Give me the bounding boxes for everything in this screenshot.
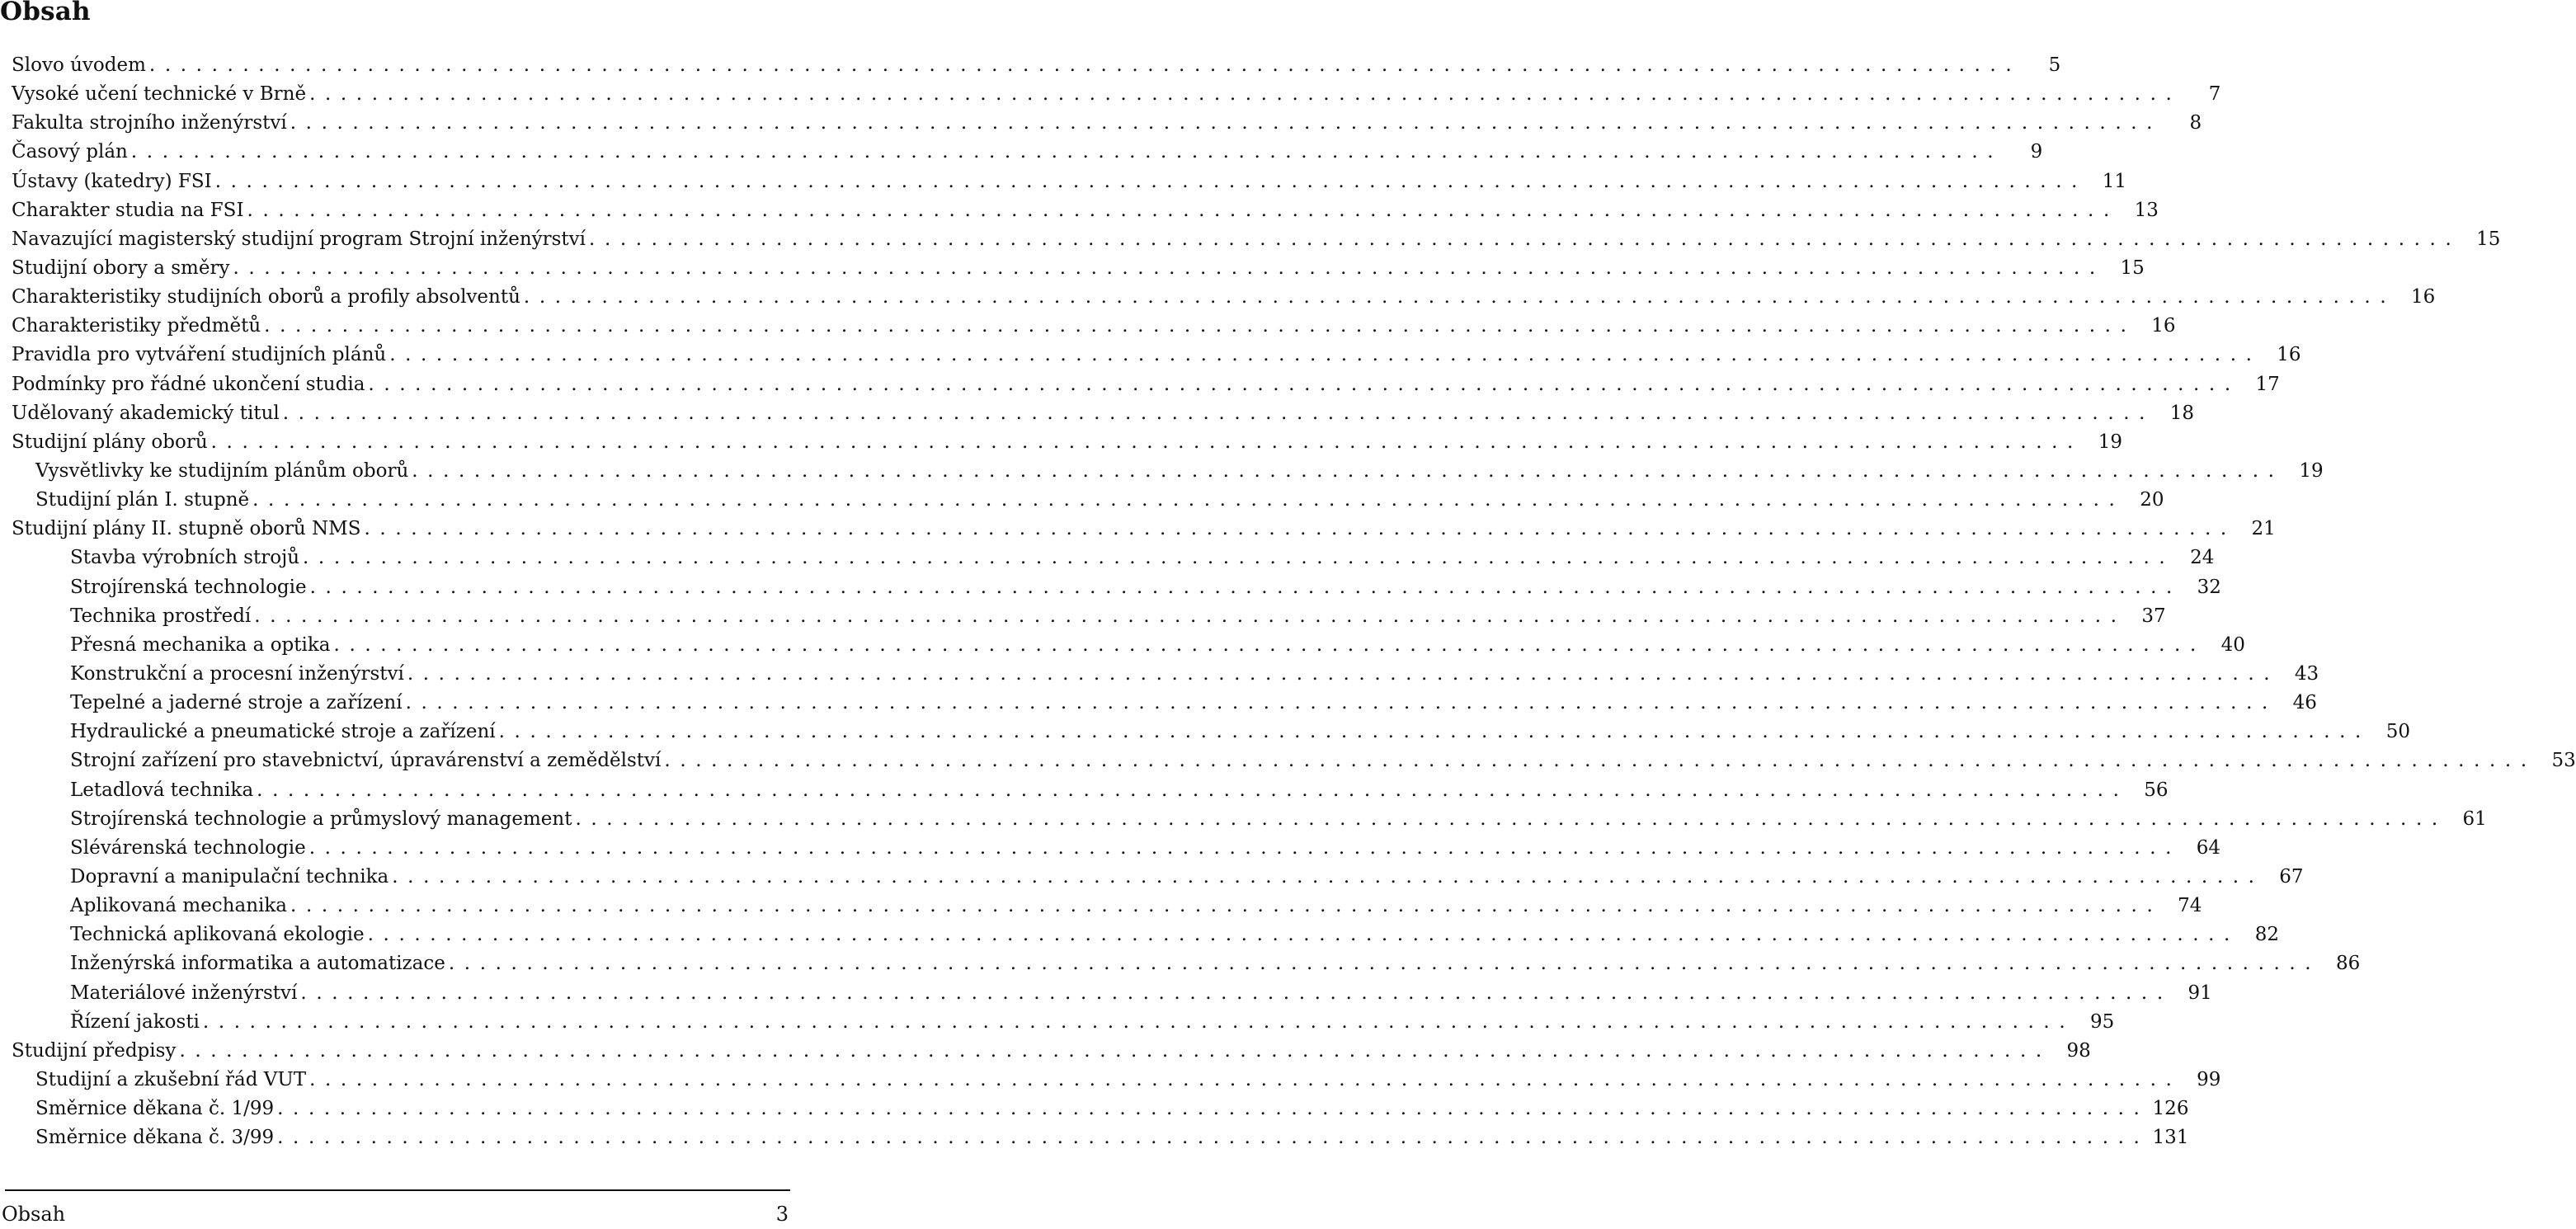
toc-entry-label: Ústavy (katedry) FSI xyxy=(12,170,212,192)
toc-entry-label: Navazující magisterský studijní program Strojní inženýrství xyxy=(12,228,586,250)
toc-dot-leader: ........................................................................................................................ xyxy=(309,576,2182,598)
toc-dot-leader: ........................................................................................................................ xyxy=(202,1010,2075,1033)
toc-dot-leader: ........................................................................................................................ xyxy=(664,750,2536,772)
toc-dot-leader: ........................................................................................................................ xyxy=(148,54,2022,76)
toc-entry-label: Aplikovaná mechanika xyxy=(70,895,288,917)
table-of-contents xyxy=(12,51,2576,1152)
toc-dot-leader: ........................................................................................................................ xyxy=(233,257,2105,279)
toc-entry-page: 5 xyxy=(2048,54,2061,76)
toc-entry[interactable] xyxy=(12,196,2159,225)
toc-entry-page: 86 xyxy=(2335,953,2361,975)
toc-entry[interactable] xyxy=(12,80,2221,109)
toc-entry-label: Vysoké učení technické v Brně xyxy=(12,83,307,106)
toc-dot-leader: ........................................................................................................................ xyxy=(368,373,2240,395)
toc-entry[interactable] xyxy=(12,283,2436,312)
toc-entry-page: 43 xyxy=(2294,662,2319,685)
toc-entry[interactable] xyxy=(12,109,2202,138)
toc-dot-leader: ........................................................................................................................ xyxy=(523,286,2396,308)
toc-dot-leader: ........................................................................................................................ xyxy=(254,605,2126,627)
toc-entry-label: Časový plán xyxy=(12,141,128,163)
toc-entry-page: 99 xyxy=(2197,1068,2221,1090)
toc-entry-label: Materiálové inženýrství xyxy=(70,982,298,1004)
toc-entry-label: Charakteristiky studijních oborů a profily absolventů xyxy=(12,286,520,308)
toc-dot-leader: ........................................................................................................................ xyxy=(412,459,2284,482)
toc-dot-leader: ........................................................................................................................ xyxy=(277,1098,2150,1120)
toc-entry-label: Letadlová technika xyxy=(70,779,254,801)
toc-entry[interactable] xyxy=(12,602,2166,631)
toc-entry[interactable] xyxy=(12,949,2361,978)
toc-entry[interactable] xyxy=(12,225,2501,254)
toc-entry[interactable] xyxy=(12,1037,2091,1066)
toc-entry-label: Studijní plány II. stupně oborů NMS xyxy=(12,518,361,540)
toc-entry-page: 21 xyxy=(2251,518,2276,540)
toc-dot-leader: ........................................................................................................................ xyxy=(252,489,2125,511)
toc-entry[interactable] xyxy=(12,1095,2189,1123)
toc-dot-leader: ........................................................................................................................ xyxy=(392,865,2264,888)
toc-entry[interactable] xyxy=(12,805,2487,834)
toc-dot-leader: ........................................................................................................................ xyxy=(448,953,2321,975)
toc-entry-label: Technika prostředí xyxy=(70,605,252,627)
toc-entry-label: Studijní plány oborů xyxy=(12,431,208,453)
toc-entry-page: 11 xyxy=(2102,170,2127,192)
toc-entry-page: 16 xyxy=(2277,344,2301,366)
toc-entry-page: 15 xyxy=(2476,228,2501,250)
toc-entry[interactable] xyxy=(12,51,2061,80)
toc-dot-leader: ........................................................................................................................ xyxy=(498,721,2371,743)
toc-entry[interactable] xyxy=(12,1008,2115,1037)
toc-entry-label: Inženýrská informatika a automatizace xyxy=(70,953,445,975)
toc-entry-page: 40 xyxy=(2220,633,2245,656)
toc-entry-page: 126 xyxy=(2152,1098,2189,1120)
page-title: Obsah xyxy=(0,0,91,26)
toc-entry-page: 19 xyxy=(2299,459,2324,482)
toc-entry-page: 19 xyxy=(2098,431,2122,453)
toc-entry[interactable] xyxy=(12,138,2043,167)
toc-entry-label: Fakulta strojního inženýrství xyxy=(12,112,287,134)
toc-entry-label: Charakter studia na FSI xyxy=(12,199,244,221)
toc-dot-leader: ........................................................................................................................ xyxy=(407,662,2280,685)
toc-entry[interactable] xyxy=(12,341,2301,370)
toc-entry-page: 24 xyxy=(2190,547,2215,569)
toc-entry-label: Podmínky pro řádné ukončení studia xyxy=(12,373,365,395)
toc-entry[interactable] xyxy=(12,399,2195,428)
toc-dot-leader: ........................................................................................................................ xyxy=(210,431,2083,453)
toc-dot-leader: ........................................................................................................................ xyxy=(264,315,2136,337)
toc-entry[interactable] xyxy=(12,370,2280,399)
toc-dot-leader: ........................................................................................................................ xyxy=(290,895,2163,917)
toc-entry[interactable] xyxy=(12,428,2122,457)
toc-entry-label: Řízení jakosti xyxy=(70,1010,200,1033)
toc-entry-page: 9 xyxy=(2030,141,2043,163)
toc-entry-label: Slovo úvodem xyxy=(12,54,146,76)
toc-entry-label: Dopravní a manipulační technika xyxy=(70,865,389,888)
toc-dot-leader: ........................................................................................................................ xyxy=(214,170,2088,192)
toc-dot-leader: ........................................................................................................................ xyxy=(389,344,2262,366)
toc-entry[interactable] xyxy=(12,573,2221,602)
toc-entry[interactable] xyxy=(12,1066,2221,1095)
toc-entry-page: 15 xyxy=(2120,257,2145,279)
toc-entry-page: 37 xyxy=(2141,605,2166,627)
toc-entry-page: 91 xyxy=(2187,982,2212,1004)
toc-dot-leader: ........................................................................................................................ xyxy=(589,228,2461,250)
toc-entry-label: Strojírenská technologie xyxy=(70,576,307,598)
toc-dot-leader: ........................................................................................................................ xyxy=(303,547,2175,569)
toc-entry[interactable] xyxy=(12,921,2279,949)
toc-entry-label: Studijní a zkušební řád VUT xyxy=(35,1068,307,1090)
toc-entry-page: 74 xyxy=(2178,895,2202,917)
toc-entry-label: Směrnice děkana č. 3/99 xyxy=(35,1127,275,1149)
toc-entry-label: Tepelné a jaderné stroje a zařízení xyxy=(70,692,403,714)
toc-entry[interactable] xyxy=(12,746,2576,775)
toc-entry[interactable] xyxy=(12,486,2164,515)
toc-entry[interactable] xyxy=(12,718,2410,746)
toc-dot-leader: ........................................................................................................................ xyxy=(282,402,2155,424)
toc-entry-page: 131 xyxy=(2152,1127,2189,1149)
toc-entry-label: Udělovaný akademický titul xyxy=(12,402,280,424)
toc-entry-label: Konstrukční a procesní inženýrství xyxy=(70,662,404,685)
toc-entry-label: Studijní plán I. stupně xyxy=(35,489,250,511)
toc-entry-label: Strojírenská technologie a průmyslový management xyxy=(70,808,572,830)
toc-entry-label: Studijní předpisy xyxy=(12,1039,177,1062)
toc-entry-page: 16 xyxy=(2151,315,2176,337)
toc-dot-leader: ........................................................................................................................ xyxy=(290,112,2163,134)
toc-entry[interactable] xyxy=(12,979,2212,1008)
toc-entry-page: 18 xyxy=(2169,402,2195,424)
toc-dot-leader: ........................................................................................................................ xyxy=(308,836,2182,859)
toc-dot-leader: ........................................................................................................................ xyxy=(247,199,2119,221)
toc-dot-leader: ........................................................................................................................ xyxy=(364,518,2236,540)
toc-entry-page: 95 xyxy=(2089,1010,2115,1033)
toc-entry-page: 67 xyxy=(2279,865,2304,888)
toc-dot-leader: ........................................................................................................................ xyxy=(333,633,2206,656)
toc-entry-label: Studijní obory a směry xyxy=(12,257,230,279)
toc-dot-leader: ........................................................................................................................ xyxy=(309,1068,2182,1090)
toc-entry[interactable] xyxy=(12,834,2221,863)
toc-dot-leader: ........................................................................................................................ xyxy=(277,1127,2150,1149)
toc-entry[interactable] xyxy=(12,776,2169,805)
footer-rule xyxy=(5,1189,790,1191)
toc-entry-page: 17 xyxy=(2255,373,2280,395)
toc-entry-label: Slévárenská technologie xyxy=(70,836,306,859)
toc-entry-label: Přesná mechanika a optika xyxy=(70,633,331,656)
toc-entry-label: Strojní zařízení pro stavebnictví, úpravárenství a zemědělství xyxy=(70,750,662,772)
toc-entry-label: Technická aplikovaná ekologie xyxy=(70,924,365,946)
toc-entry-page: 53 xyxy=(2551,750,2576,772)
toc-entry[interactable] xyxy=(12,544,2215,572)
toc-dot-leader: ........................................................................................................................ xyxy=(405,692,2277,714)
toc-entry[interactable] xyxy=(12,689,2317,718)
toc-entry[interactable] xyxy=(12,631,2245,660)
toc-entry[interactable] xyxy=(12,254,2145,283)
toc-entry[interactable] xyxy=(12,457,2324,486)
toc-entry-page: 16 xyxy=(2410,286,2436,308)
toc-entry[interactable] xyxy=(12,515,2276,544)
toc-entry-page: 64 xyxy=(2196,836,2221,859)
toc-entry[interactable] xyxy=(12,312,2176,341)
toc-entry-page: 32 xyxy=(2197,576,2221,598)
toc-entry[interactable] xyxy=(12,892,2202,921)
toc-dot-leader: ........................................................................................................................ xyxy=(300,982,2173,1004)
toc-dot-leader: ........................................................................................................................ xyxy=(575,808,2447,830)
toc-entry-page: 20 xyxy=(2140,489,2164,511)
toc-entry-page: 56 xyxy=(2144,779,2169,801)
toc-entry-label: Stavba výrobních strojů xyxy=(70,547,300,569)
toc-dot-leader: ........................................................................................................................ xyxy=(130,141,2004,163)
toc-entry-label: Vysvětlivky ke studijním plánům oborů xyxy=(35,459,409,482)
footer-section-title: Obsah xyxy=(2,1203,66,1226)
toc-dot-leader: ........................................................................................................................ xyxy=(179,1039,2051,1062)
toc-entry[interactable] xyxy=(12,863,2304,892)
toc-entry[interactable] xyxy=(12,1123,2189,1152)
footer-page-number: 3 xyxy=(775,1203,789,1226)
toc-dot-leader: ........................................................................................................................ xyxy=(257,779,2129,801)
toc-entry[interactable] xyxy=(12,167,2127,196)
toc-dot-leader: ........................................................................................................................ xyxy=(309,83,2182,106)
toc-entry-label: Pravidla pro vytváření studijních plánů xyxy=(12,344,387,366)
toc-dot-leader: ........................................................................................................................ xyxy=(367,924,2239,946)
toc-entry-page: 13 xyxy=(2134,199,2159,221)
toc-entry-page: 50 xyxy=(2385,721,2410,743)
toc-entry-label: Hydraulické a pneumatické stroje a zařízení xyxy=(70,721,496,743)
toc-entry-page: 82 xyxy=(2254,924,2279,946)
toc-entry[interactable] xyxy=(12,660,2319,689)
toc-entry-page: 61 xyxy=(2462,808,2487,830)
toc-entry-page: 46 xyxy=(2292,692,2317,714)
toc-entry-page: 7 xyxy=(2208,83,2221,106)
toc-entry-page: 8 xyxy=(2189,112,2202,134)
toc-entry-page: 98 xyxy=(2066,1039,2091,1062)
toc-entry-label: Směrnice děkana č. 1/99 xyxy=(35,1098,275,1120)
toc-entry-label: Charakteristiky předmětů xyxy=(12,315,261,337)
